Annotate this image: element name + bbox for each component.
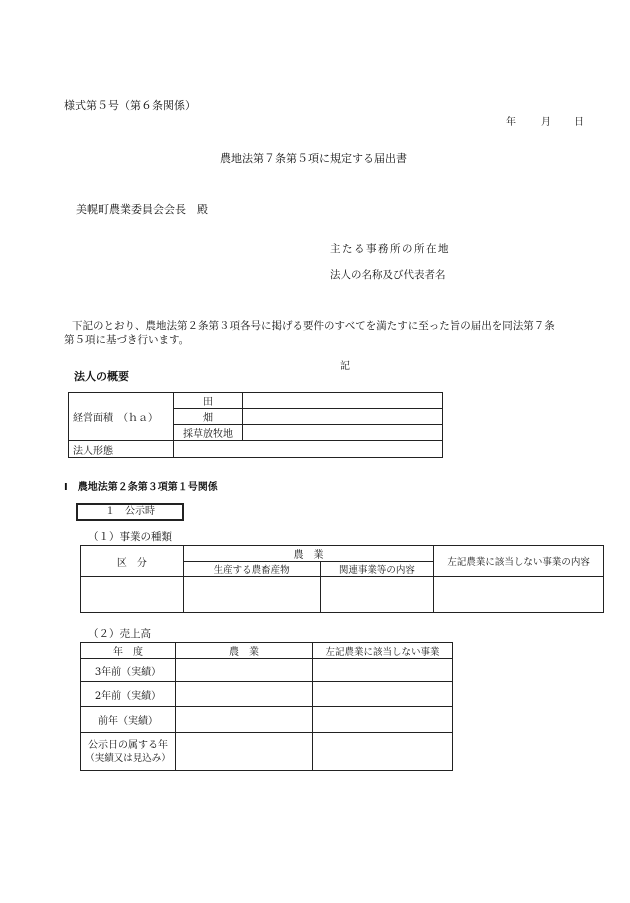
row-label-paddy: 田 [174,393,243,409]
other-business-cell[interactable] [434,577,604,613]
produce-cell[interactable] [183,577,320,613]
field-value[interactable] [243,409,443,425]
sales-heading: （２）売上高 [88,628,151,640]
overview-table [68,392,443,458]
document-title: 農地法第７条第５項に規定する届出書 [220,152,407,165]
year-row-label: 2年前（実績） [81,682,176,707]
paddy-value[interactable] [243,393,443,409]
agri-sales-header: 農 業 [176,643,313,659]
current-year-label: 公示日の属する年 [88,739,168,751]
notice-time-box: １ 公示時 [76,503,184,521]
agri-sales-cell[interactable] [176,707,313,733]
area-label: 経営面積 （ｈａ） [69,393,174,441]
related-header: 関連事業等の内容 [320,562,434,577]
produce-header: 生産する農畜産物 [183,562,320,577]
row-label-field: 畑 [174,409,243,425]
date-year: 年 [506,117,516,128]
agri-sales-cell[interactable] [176,733,313,771]
corp-form-value[interactable] [174,441,443,458]
form-number: 様式第５号（第６条関係） [64,99,196,112]
year-header: 年 度 [81,643,176,659]
year-row-label-current [81,733,176,771]
other-sales-cell[interactable] [313,659,453,682]
other-sales-cell[interactable] [313,733,453,771]
business-type-table [80,545,604,613]
section1-heading: Ⅰ 農地法第２条第３項第１号関係 [64,482,218,493]
kubun-header: 区 分 [81,546,184,577]
ki-mark: 記 [340,361,350,372]
current-year-note: （実績又は見込み） [85,752,171,764]
addressee: 美幌町農業委員会会長 殿 [76,203,208,216]
office-address-label: 主たる事務所の所在地 [330,243,450,255]
date-day: 日 [574,117,584,128]
sales-table [80,642,453,771]
pasture-value[interactable] [243,425,443,441]
agri-header: 農 業 [183,546,433,562]
overview-heading: 法人の概要 [74,370,129,383]
corp-form-label: 法人形態 [69,441,174,458]
date-month: 月 [541,117,551,128]
year-row-label: 前年（実績） [81,707,176,733]
row-label-pasture: 採草放牧地 [174,425,243,441]
other-sales-cell[interactable] [313,707,453,733]
agri-sales-cell[interactable] [176,659,313,682]
body-text-line1: 下記のとおり、農地法第２条第３項各号に掲げる要件のすべてを満たすに至った旨の届出を同法第７条 [72,320,555,332]
business-type-heading: （１）事業の種類 [88,531,172,543]
kubun-cell[interactable] [81,577,184,613]
representative-label: 法人の名称及び代表者名 [330,269,446,281]
year-row-label: 3年前（実績） [81,659,176,682]
other-sales-cell[interactable] [313,682,453,707]
agri-sales-cell[interactable] [176,682,313,707]
other-sales-header: 左記農業に該当しない事業 [313,643,453,659]
other-business-header: 左記農業に該当しない事業の内容 [434,546,604,577]
body-text-line2: 第５項に基づき行います。 [64,334,190,346]
related-cell[interactable] [320,577,434,613]
